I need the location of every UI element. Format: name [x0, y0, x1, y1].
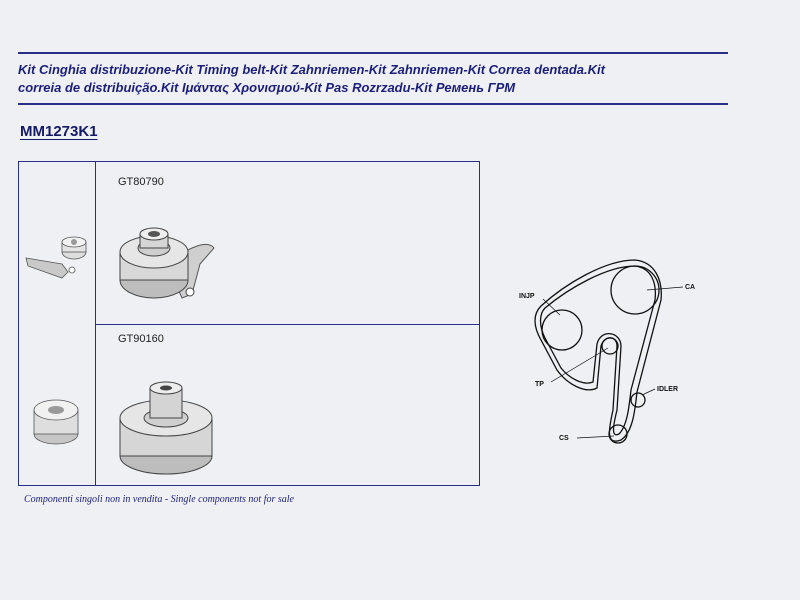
- label-cs: CS: [559, 435, 569, 442]
- page-title: [18, 61, 738, 97]
- tensioner-pulley-large: [110, 222, 220, 308]
- label-tp: TP: [535, 381, 544, 388]
- idler-pulley-large: [116, 378, 216, 478]
- title-line-2: correia de distribuição.Kit Ιμάντας Χρονισμού-Kit Pas Rozrzadu-Kit Ремень ГРМ: [18, 80, 516, 95]
- kit-code: MM1273K1: [20, 123, 98, 140]
- title-rule: [18, 103, 728, 105]
- top-rule: [18, 52, 728, 54]
- label-injp: INJP: [519, 293, 535, 300]
- part-code-1: GT80790: [118, 176, 164, 188]
- title-line-1: Kit Cinghia distribuzione-Kit Timing belt-Kit Zahnriemen-Kit Zahnriemen-Kit Correa dentada.Kit: [18, 62, 605, 77]
- table-row-divider: [95, 324, 480, 325]
- table-left-border: [18, 161, 19, 486]
- label-ca: CA: [685, 284, 696, 291]
- tensioner-pulley-icon: [22, 236, 92, 286]
- table-top-border: [18, 161, 480, 162]
- footer-note: Componenti singoli non in vendita - Single components not for sale: [24, 494, 294, 505]
- table-bottom-border: [18, 485, 480, 486]
- idler-pulley-icon: [30, 392, 86, 448]
- belt-routing-diagram: [505, 250, 705, 455]
- part-code-2: GT90160: [118, 333, 164, 345]
- label-idler: IDLER: [657, 386, 678, 393]
